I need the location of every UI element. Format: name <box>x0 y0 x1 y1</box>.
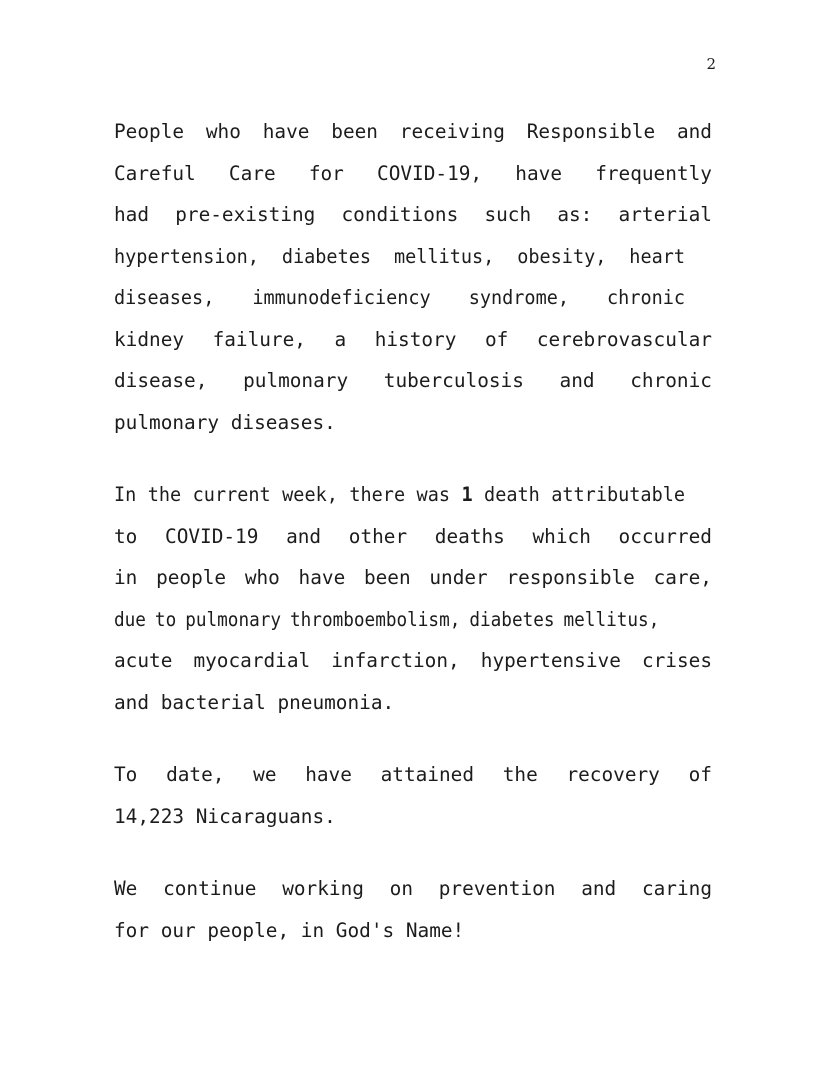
paragraph-pre-existing-conditions <box>114 111 712 443</box>
word: diabetes <box>469 607 555 631</box>
document-body <box>114 111 712 951</box>
word: to <box>114 524 138 548</box>
word: we <box>253 763 277 786</box>
word: of <box>484 327 509 351</box>
word: the <box>147 483 182 506</box>
text-line <box>114 277 685 319</box>
word: and <box>581 877 617 900</box>
word: had <box>114 203 150 226</box>
word: receiving <box>399 120 505 143</box>
text-line: 14,223 Nicaraguans. <box>114 804 336 828</box>
word: heart <box>629 244 686 268</box>
text-line: pulmonary diseases. <box>114 410 336 434</box>
word: who <box>205 120 241 143</box>
text-line <box>114 599 659 641</box>
word: such <box>484 203 532 226</box>
paragraph-current-week-deaths <box>114 474 712 723</box>
text-line <box>114 754 712 796</box>
word: diabetes <box>281 244 372 268</box>
word: frequently <box>595 161 712 185</box>
word: In <box>114 483 137 506</box>
word: due <box>114 607 146 631</box>
word: acute <box>114 649 173 672</box>
word: hypertensive <box>480 649 621 672</box>
text-line <box>114 319 712 361</box>
word: other <box>348 524 408 548</box>
word: arterial <box>618 203 712 226</box>
page-number: 2 <box>706 55 716 73</box>
word: working <box>282 877 364 900</box>
word: death <box>484 483 540 506</box>
word: have <box>262 120 310 143</box>
word: conditions <box>341 203 459 226</box>
highlighted-count: 1 <box>461 483 473 506</box>
text-line <box>114 360 712 402</box>
word: obesity, <box>517 244 607 268</box>
paragraph-recoveries <box>114 754 712 837</box>
word: for <box>308 161 344 185</box>
text-line <box>114 640 712 682</box>
word: week, <box>282 483 338 506</box>
word: syndrome, <box>468 286 570 309</box>
word: and <box>559 369 595 392</box>
word: disease, <box>114 369 208 392</box>
text-line <box>114 516 712 558</box>
word: myocardial <box>193 649 311 672</box>
word: occurred <box>618 524 712 548</box>
word: To <box>114 763 138 786</box>
word: and <box>286 524 322 548</box>
word: chronic <box>630 369 712 392</box>
text-line <box>114 194 712 236</box>
text-line <box>114 111 712 153</box>
text-line <box>114 557 712 599</box>
word: failure, <box>212 327 306 351</box>
word: current <box>192 483 271 506</box>
word: as: <box>557 203 593 226</box>
word: which <box>532 524 591 548</box>
word: responsible <box>506 566 635 589</box>
word: been <box>331 120 378 143</box>
word: diseases, <box>114 286 215 309</box>
word: was <box>416 483 450 506</box>
word: pre-existing <box>175 203 316 226</box>
word: attained <box>380 763 475 786</box>
paragraph-closing <box>114 868 712 951</box>
word: People <box>114 120 185 143</box>
word <box>461 474 472 516</box>
word: on <box>389 877 414 900</box>
word: been <box>363 566 411 589</box>
word: care, <box>653 566 712 589</box>
word: thromboembolism, <box>290 607 461 631</box>
word: Care <box>228 161 276 185</box>
text-line <box>114 236 685 278</box>
word: We <box>114 877 138 900</box>
word: a <box>334 327 347 351</box>
word: infarction, <box>331 649 460 672</box>
word: to <box>154 607 177 631</box>
word: and <box>676 120 712 143</box>
word: mellitus, <box>563 607 660 631</box>
text-line <box>114 868 712 910</box>
word: Careful <box>114 161 196 185</box>
text-line <box>114 474 685 516</box>
word: prevention <box>438 877 556 900</box>
word: continue <box>163 877 257 900</box>
word: there <box>349 483 406 506</box>
word: deaths <box>434 524 505 548</box>
word: under <box>429 566 488 589</box>
word: caring <box>641 877 712 900</box>
word: history <box>374 327 457 351</box>
word: hypertension, <box>114 244 259 268</box>
word: who <box>244 566 280 589</box>
word: in <box>114 566 138 589</box>
word: chronic <box>607 286 686 309</box>
word: attributable <box>551 483 686 506</box>
word: recovery <box>566 763 660 786</box>
word: cerebrovascular <box>536 327 712 351</box>
word: of <box>688 763 712 786</box>
text-line <box>114 153 712 195</box>
word: have <box>305 763 352 786</box>
word: kidney <box>114 327 185 351</box>
word: immunodeficiency <box>252 286 431 309</box>
word: crises <box>641 649 712 672</box>
text-line: for our people, in God's Name! <box>114 918 465 942</box>
word: COVID-19 <box>165 524 259 548</box>
word: Responsible <box>526 120 656 143</box>
text-line: and bacterial pneumonia. <box>114 690 395 714</box>
word: have <box>515 161 562 185</box>
word: mellitus, <box>393 244 495 268</box>
word: have <box>298 566 346 589</box>
word: COVID-19, <box>377 161 483 185</box>
word: pulmonary <box>243 369 349 392</box>
word: tuberculosis <box>383 369 524 392</box>
word: the <box>502 763 538 786</box>
word: pulmonary <box>185 607 282 631</box>
word: date, <box>166 763 225 786</box>
word: people <box>156 566 227 589</box>
